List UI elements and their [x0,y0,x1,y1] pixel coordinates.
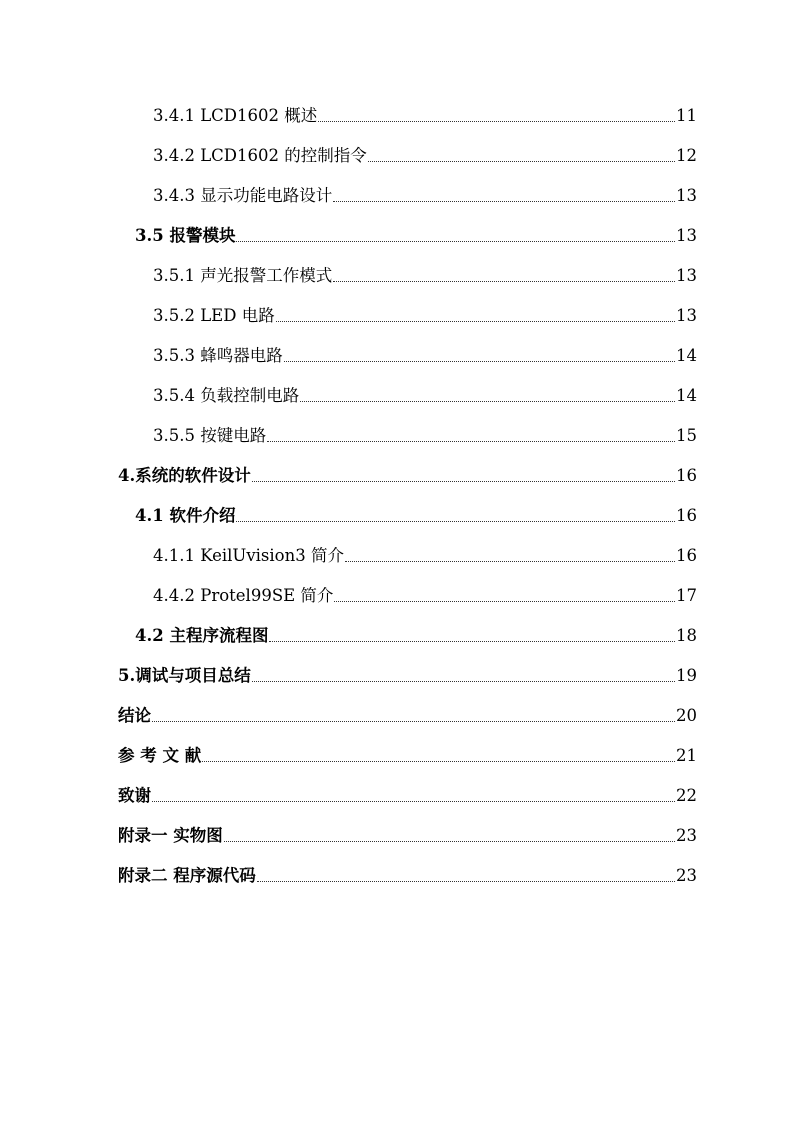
toc-page-number: 11 [676,106,697,125]
toc-entry-3-4-3[interactable] [153,184,697,208]
toc-page-number: 21 [676,746,697,765]
toc-entry-label: 4.1.1 KeilUvision3 简介 [153,546,344,565]
toc-entry-label: 5.调试与项目总结 [118,666,251,685]
toc-page-number: 16 [676,506,697,525]
dot-leader [345,561,675,562]
toc-entry-3-5-5[interactable] [153,424,697,448]
toc-entry-label: 3.5.4 负载控制电路 [153,386,300,405]
dot-leader [333,281,675,282]
dot-leader [333,201,675,202]
dot-leader [276,321,675,322]
toc-entry-3-4-1[interactable] [153,104,697,128]
toc-page-number: 23 [676,866,697,885]
toc-page-number: 13 [676,306,697,325]
dot-leader [368,161,675,162]
toc-entry-3-5[interactable] [135,224,697,248]
toc-entry-label: 4.2 主程序流程图 [135,626,269,645]
toc-page-number: 20 [676,706,697,725]
dot-leader [257,881,675,882]
toc-entry-references[interactable] [118,744,697,768]
toc-entry-label: 4.1 软件介绍 [135,506,236,525]
toc-page-number: 14 [676,346,697,365]
toc-entry-label: 致谢 [118,786,151,805]
toc-page-number: 12 [676,146,697,165]
toc-entry-label: 3.5.2 LED 电路 [153,306,275,325]
toc-entry-label: 4.系统的软件设计 [118,466,251,485]
toc-entry-label: 3.4.2 LCD1602 的控制指令 [153,146,367,165]
toc-entry-3-5-3[interactable] [153,344,697,368]
toc-entry-appendix-1[interactable] [118,824,697,848]
toc-entry-label: 3.4.1 LCD1602 概述 [153,106,318,125]
toc-page-number: 18 [676,626,697,645]
toc-page-number: 23 [676,826,697,845]
dot-leader [152,721,675,722]
dot-leader [236,241,675,242]
toc-entry-3-4-2[interactable] [153,144,697,168]
toc-entry-5[interactable] [118,664,697,688]
toc-page-number: 13 [676,186,697,205]
toc-entry-label: 参 考 文 献 [118,746,202,765]
toc-entry-appendix-2[interactable] [118,864,697,888]
dot-leader [236,521,675,522]
toc-entry-conclusion[interactable] [118,704,697,728]
dot-leader [318,121,675,122]
toc-entry-label: 3.5.1 声光报警工作模式 [153,266,333,285]
toc-entry-4[interactable] [118,464,697,488]
dot-leader [202,761,675,762]
toc-entry-label: 3.5 报警模块 [135,226,236,245]
toc-entry-4-1-1[interactable] [153,544,697,568]
toc-page-number: 14 [676,386,697,405]
dot-leader [300,401,675,402]
toc-entry-3-5-4[interactable] [153,384,697,408]
toc-entry-3-5-2[interactable] [153,304,697,328]
toc-page-number: 13 [676,226,697,245]
toc-page-number: 16 [676,466,697,485]
dot-leader [252,681,675,682]
toc-page-number: 13 [676,266,697,285]
toc-entry-4-1[interactable] [135,504,697,528]
toc-entry-label: 3.5.3 蜂鸣器电路 [153,346,283,365]
dot-leader [269,641,675,642]
dot-leader [267,441,675,442]
toc-page-number: 16 [676,546,697,565]
toc-entry-label: 4.4.2 Protel99SE 简介 [153,586,334,605]
toc-entry-label: 结论 [118,706,151,725]
dot-leader [152,801,675,802]
toc-entry-label: 附录二 程序源代码 [118,866,256,885]
dot-leader [252,481,675,482]
toc-entry-3-5-1[interactable] [153,264,697,288]
toc-page-number: 17 [676,586,697,605]
toc-page-number: 15 [676,426,697,445]
dot-leader [224,841,675,842]
toc-entry-label: 3.4.3 显示功能电路设计 [153,186,333,205]
dot-leader [284,361,675,362]
toc-entry-label: 3.5.5 按键电路 [153,426,267,445]
toc-page-number: 19 [676,666,697,685]
toc-entry-4-4-2[interactable] [153,584,697,608]
toc-page-number: 22 [676,786,697,805]
toc-entry-acknowledgements[interactable] [118,784,697,808]
toc-entry-4-2[interactable] [135,624,697,648]
toc-entry-label: 附录一 实物图 [118,826,223,845]
dot-leader [334,601,675,602]
